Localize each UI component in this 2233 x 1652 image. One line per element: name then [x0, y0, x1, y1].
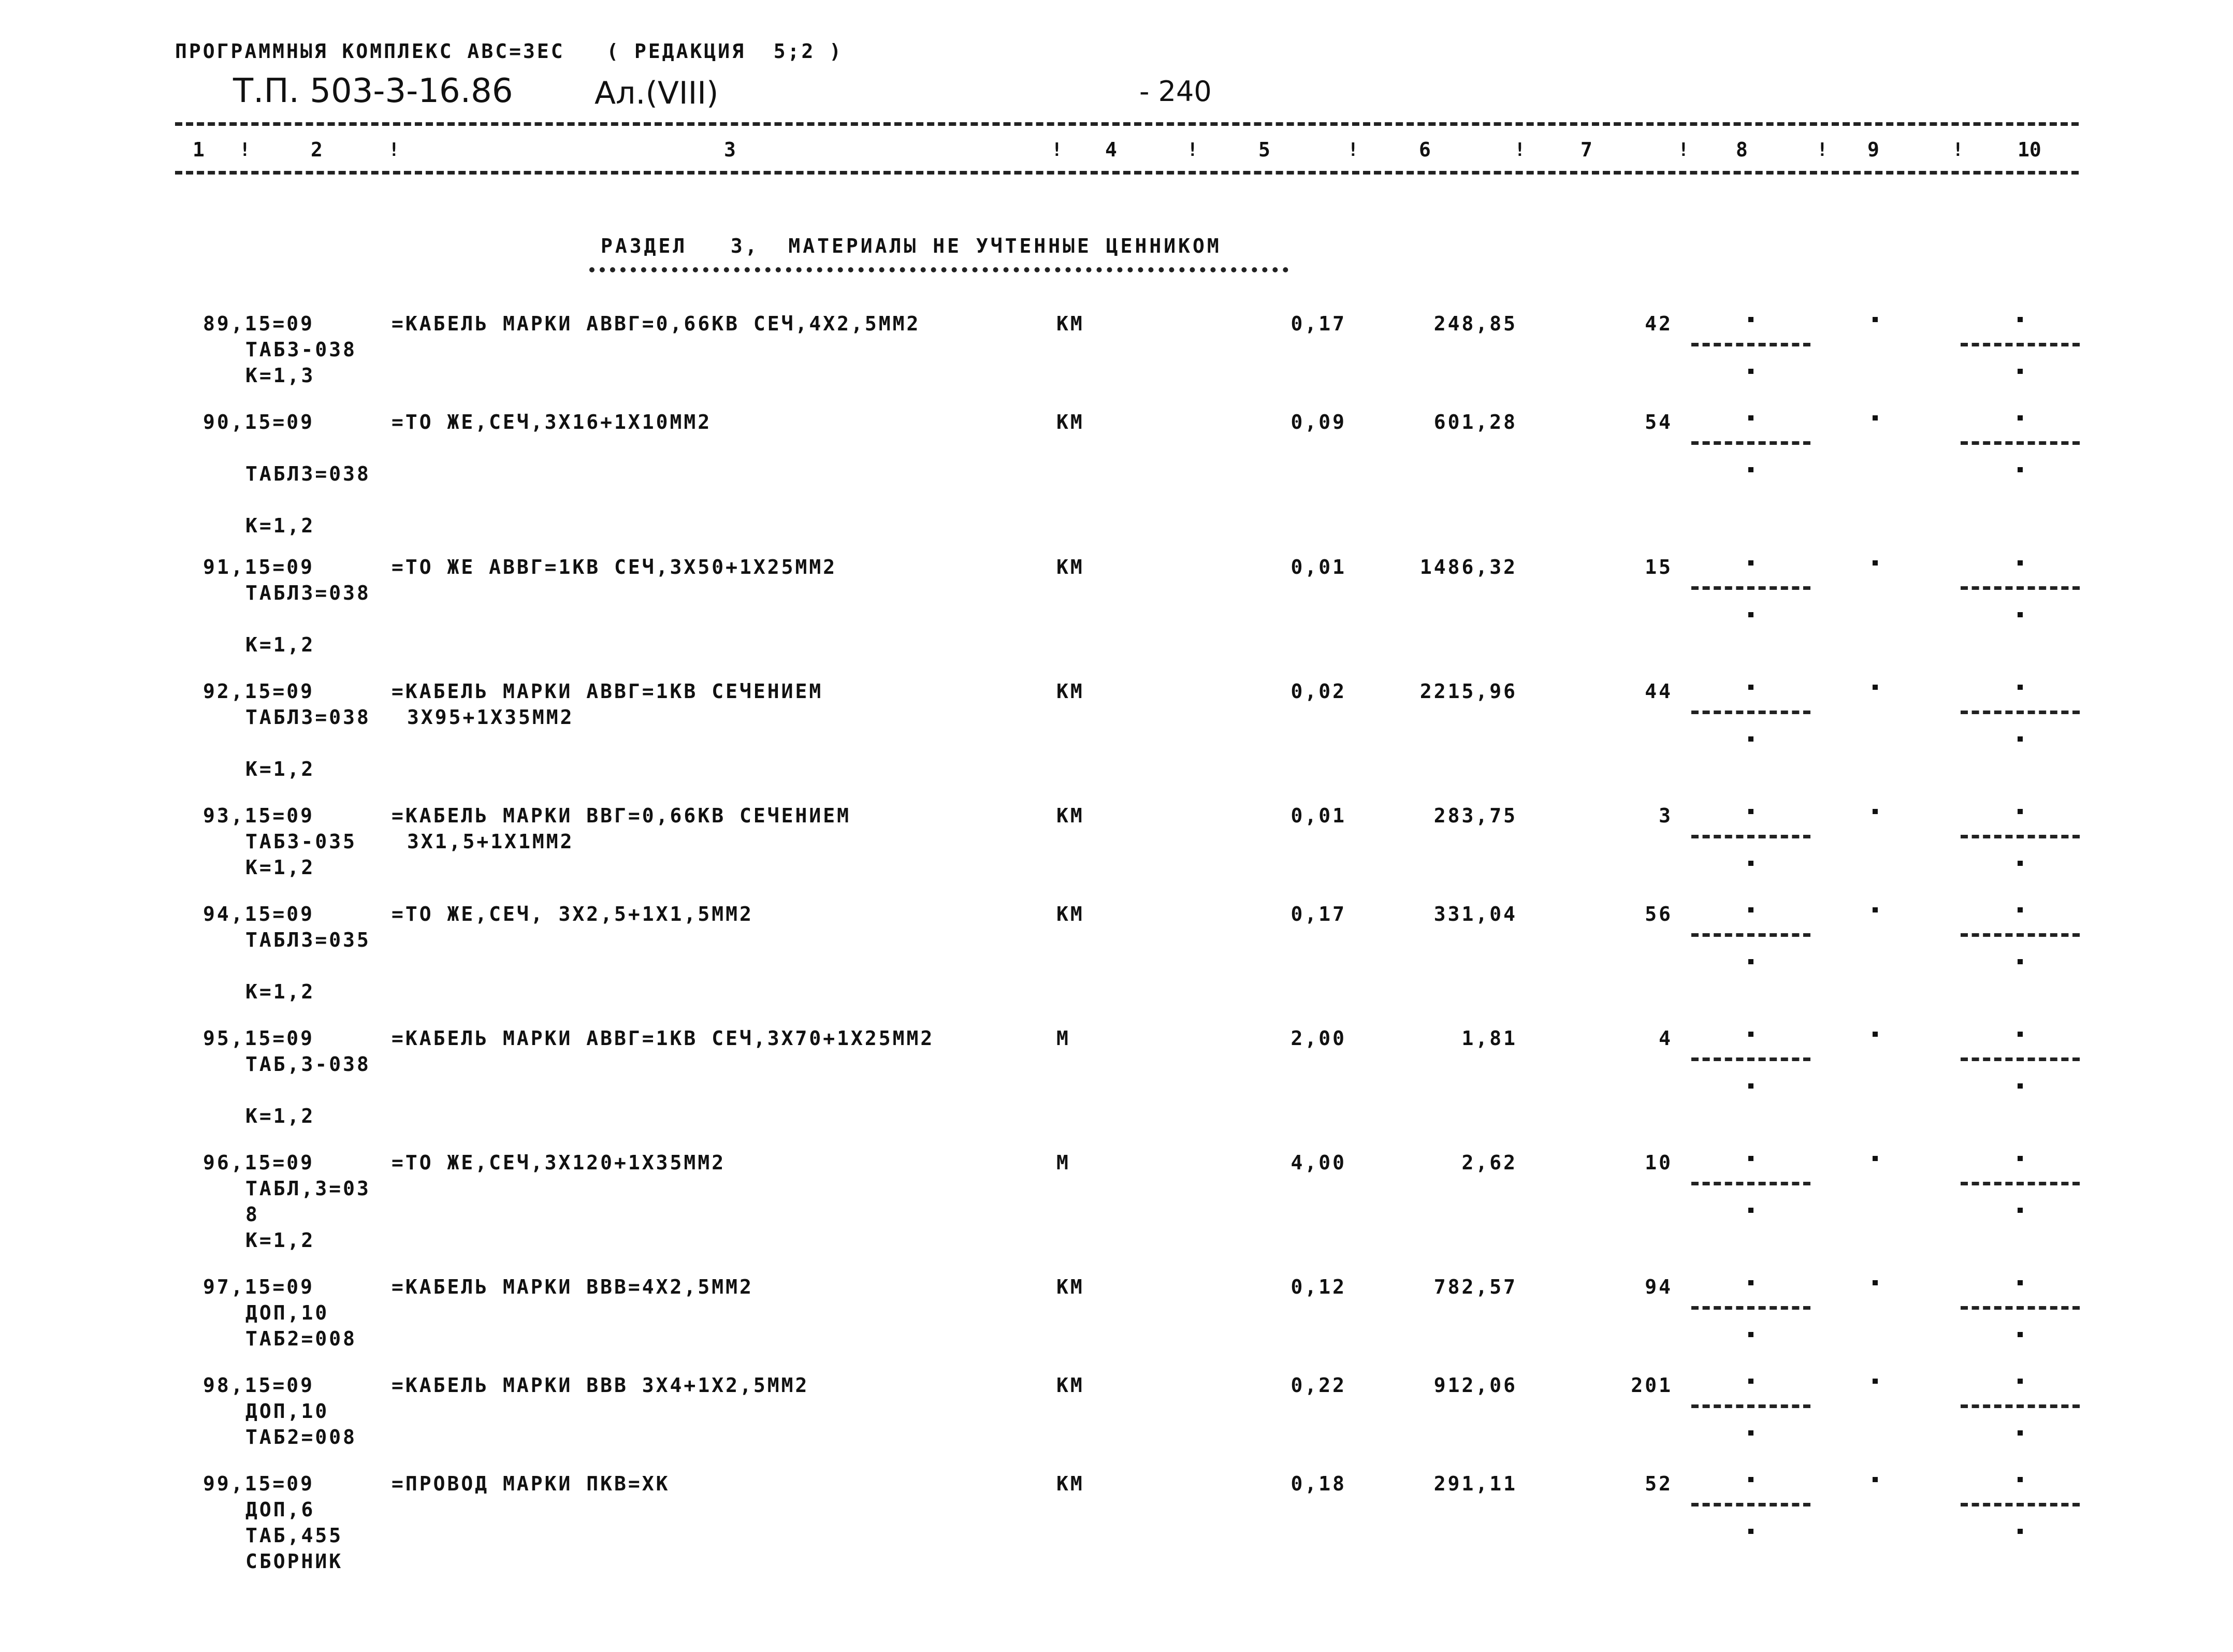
row-quantity: 0,01 [1291, 804, 1346, 827]
row-code-ref: ДОП,10 [245, 1400, 329, 1423]
row-code: 98,15=09 [203, 1374, 315, 1397]
row-unit: КМ [1056, 1472, 1084, 1495]
section-underline [589, 267, 1288, 272]
row-unit: М [1056, 1151, 1070, 1174]
row-unit: КМ [1056, 680, 1084, 703]
col10-fraction-mark [1961, 1477, 2080, 1534]
column-number: 10 [2018, 138, 2041, 161]
row-total-cost: 94 [1645, 1276, 1673, 1298]
row-total-cost: 44 [1645, 680, 1673, 703]
row-code-ref: К=1,2 [245, 514, 315, 537]
row-description: =КАБЕЛЬ МАРКИ АВВГ=1КВ СЕЧ,3Х70+1Х25ММ2 [392, 1027, 935, 1050]
row-total-cost: 52 [1645, 1472, 1673, 1495]
row-description: =КАБЕЛЬ МАРКИ ВВГ=0,66КВ СЕЧЕНИЕМ [392, 804, 851, 827]
row-quantity: 0,12 [1291, 1276, 1346, 1298]
row-code: 96,15=09 [203, 1151, 315, 1174]
col8-fraction-mark [1691, 1280, 1810, 1337]
row-code-ref: К=1,2 [245, 856, 315, 879]
row-code: 99,15=09 [203, 1472, 315, 1495]
row-description: =КАБЕЛЬ МАРКИ АВВГ=1КВ СЕЧЕНИЕМ [392, 680, 823, 703]
program-header: ПРОГРАММНЫЯ КОМПЛЕКС АВС=ЗЕС ( РЕДАКЦИЯ 5;2 ) [175, 40, 844, 63]
row-quantity: 0,18 [1291, 1472, 1346, 1495]
col10-fraction-mark [1961, 685, 2080, 742]
row-code-ref: ТАБ2=008 [245, 1426, 357, 1448]
column-number: 7 [1581, 138, 1592, 161]
row-unit-price: 782,57 [1433, 1276, 1517, 1298]
row-description: =КАБЕЛЬ МАРКИ АВВГ=0,66КВ СЕЧ,4Х2,5ММ2 [392, 312, 921, 335]
row-code-ref: СБОРНИК [245, 1550, 343, 1573]
row-code-ref: 8 [245, 1203, 259, 1226]
col8-fraction-mark [1691, 907, 1810, 964]
row-quantity: 0,01 [1291, 556, 1346, 578]
col9-dash-mark [1873, 560, 1878, 566]
row-total-cost: 56 [1645, 903, 1673, 925]
col8-fraction-mark [1691, 1477, 1810, 1534]
col8-fraction-mark [1691, 809, 1810, 866]
row-description: =ТО ЖЕ,СЕЧ,3Х16+1Х10ММ2 [392, 411, 712, 433]
row-unit: КМ [1056, 411, 1084, 433]
row-total-cost: 10 [1645, 1151, 1673, 1174]
row-code-ref: К=1,2 [245, 1105, 315, 1127]
row-code-ref: ДОП,6 [245, 1498, 315, 1521]
row-code-ref: ТАБ,3-038 [245, 1053, 371, 1076]
row-code: 89,15=09 [203, 312, 315, 335]
col10-fraction-mark [1961, 907, 2080, 964]
row-total-cost: 15 [1645, 556, 1673, 578]
row-code-ref: ТАБЛЗ=038 [245, 706, 371, 729]
column-number: 8 [1736, 138, 1748, 161]
row-code: 94,15=09 [203, 903, 315, 925]
row-code-ref: ТАБЛ,3=03 [245, 1177, 371, 1200]
row-code-ref: К=1,3 [245, 364, 315, 387]
row-quantity: 0,22 [1291, 1374, 1346, 1397]
row-unit-price: 912,06 [1433, 1374, 1517, 1397]
row-unit: КМ [1056, 1374, 1084, 1397]
row-code-ref: ТАБ,455 [245, 1524, 343, 1547]
row-unit-price: 1486,32 [1419, 556, 1517, 578]
row-code: 97,15=09 [203, 1276, 315, 1298]
col9-dash-mark [1873, 907, 1878, 912]
col9-dash-mark [1873, 685, 1878, 690]
col8-fraction-mark [1691, 415, 1810, 472]
row-unit-price: 1,81 [1461, 1027, 1517, 1050]
col9-dash-mark [1873, 1477, 1878, 1482]
row-code-ref: ТАБЛЗ=035 [245, 929, 371, 951]
row-description: =КАБЕЛЬ МАРКИ ВВВ 3Х4+1Х2,5ММ2 [392, 1374, 809, 1397]
header-rule-top [175, 122, 2079, 126]
row-total-cost: 3 [1659, 804, 1673, 827]
row-description: =ТО ЖЕ,СЕЧ,3Х120+1Х35ММ2 [392, 1151, 726, 1174]
col8-fraction-mark [1691, 1032, 1810, 1089]
col8-fraction-mark [1691, 1379, 1810, 1436]
col9-dash-mark [1873, 1156, 1878, 1161]
header-rule-bottom [175, 171, 2079, 175]
row-code: 92,15=09 [203, 680, 315, 703]
row-code: 91,15=09 [203, 556, 315, 578]
column-separator: ! [1514, 139, 1526, 161]
row-quantity: 0,09 [1291, 411, 1346, 433]
row-unit-price: 283,75 [1433, 804, 1517, 827]
row-code-ref: ТАБЗ-035 [245, 830, 357, 853]
col10-fraction-mark [1961, 1379, 2080, 1436]
col10-fraction-mark [1961, 1032, 2080, 1089]
row-description: 3Х1,5+1Х1ММ2 [407, 830, 574, 853]
row-code-ref: К=1,2 [245, 980, 315, 1003]
row-description: =ТО ЖЕ АВВГ=1КВ СЕЧ,3Х50+1Х25ММ2 [392, 556, 837, 578]
col9-dash-mark [1873, 317, 1878, 322]
column-separator: ! [1187, 139, 1198, 161]
col9-dash-mark [1873, 415, 1878, 421]
row-description: 3Х95+1Х35ММ2 [407, 706, 574, 729]
row-code-ref: ТАБЗ-038 [245, 338, 357, 361]
column-number: 1 [193, 138, 205, 161]
column-separator: ! [388, 139, 400, 161]
row-unit-price: 2215,96 [1419, 680, 1517, 703]
row-unit-price: 291,11 [1433, 1472, 1517, 1495]
column-number: 9 [1867, 138, 1879, 161]
col10-fraction-mark [1961, 1280, 2080, 1337]
row-quantity: 0,17 [1291, 312, 1346, 335]
column-number: 4 [1105, 138, 1117, 161]
row-code-ref: ТАБЛЗ=038 [245, 462, 371, 485]
section-title: РАЗДЕЛ 3, МАТЕРИАЛЫ НЕ УЧТЕННЫЕ ЦЕННИКОМ [601, 235, 1222, 257]
col9-dash-mark [1873, 1379, 1878, 1384]
row-unit: КМ [1056, 804, 1084, 827]
col10-fraction-mark [1961, 317, 2080, 374]
row-total-cost: 4 [1659, 1027, 1673, 1050]
row-code-ref: К=1,2 [245, 633, 315, 656]
row-code-ref: ТАБ2=008 [245, 1327, 357, 1350]
tp-label: Т.П. 503-3-16.86 [233, 72, 513, 110]
col9-dash-mark [1873, 1280, 1878, 1285]
col10-fraction-mark [1961, 1156, 2080, 1213]
row-code: 95,15=09 [203, 1027, 315, 1050]
row-quantity: 0,17 [1291, 903, 1346, 925]
row-code-ref: К=1,2 [245, 1229, 315, 1252]
column-number: 2 [311, 138, 323, 161]
row-unit-price: 601,28 [1433, 411, 1517, 433]
column-separator: ! [1678, 139, 1689, 161]
col8-fraction-mark [1691, 1156, 1810, 1213]
row-description: =КАБЕЛЬ МАРКИ ВВВ=4Х2,5ММ2 [392, 1276, 753, 1298]
column-separator: ! [1347, 139, 1359, 161]
row-total-cost: 201 [1631, 1374, 1673, 1397]
row-unit: КМ [1056, 556, 1084, 578]
row-code: 93,15=09 [203, 804, 315, 827]
column-number: 3 [724, 138, 736, 161]
col10-fraction-mark [1961, 809, 2080, 866]
page-number: - 240 [1139, 75, 1212, 108]
row-code-ref: К=1,2 [245, 758, 315, 780]
column-number: 6 [1419, 138, 1431, 161]
row-description: =ТО ЖЕ,СЕЧ, 3Х2,5+1Х1,5ММ2 [392, 903, 753, 925]
row-code: 90,15=09 [203, 411, 315, 433]
col9-dash-mark [1873, 1032, 1878, 1037]
album-label: Ал.(VIII) [594, 75, 719, 111]
row-unit: КМ [1056, 1276, 1084, 1298]
row-quantity: 4,00 [1291, 1151, 1346, 1174]
row-unit: КМ [1056, 312, 1084, 335]
row-code-ref: ДОП,10 [245, 1301, 329, 1324]
row-unit: КМ [1056, 903, 1084, 925]
row-unit: М [1056, 1027, 1070, 1050]
column-separator: ! [1051, 139, 1063, 161]
row-unit-price: 248,85 [1433, 312, 1517, 335]
col9-dash-mark [1873, 809, 1878, 814]
column-separator: ! [1952, 139, 1964, 161]
col10-fraction-mark [1961, 560, 2080, 617]
col10-fraction-mark [1961, 415, 2080, 472]
row-description: =ПРОВОД МАРКИ ПКВ=ХК [392, 1472, 670, 1495]
col8-fraction-mark [1691, 685, 1810, 742]
row-total-cost: 54 [1645, 411, 1673, 433]
column-separator: ! [1817, 139, 1828, 161]
row-unit-price: 331,04 [1433, 903, 1517, 925]
col8-fraction-mark [1691, 560, 1810, 617]
col8-fraction-mark [1691, 317, 1810, 374]
column-separator: ! [239, 139, 251, 161]
row-unit-price: 2,62 [1461, 1151, 1517, 1174]
row-total-cost: 42 [1645, 312, 1673, 335]
row-code-ref: ТАБЛЗ=038 [245, 582, 371, 604]
row-quantity: 2,00 [1291, 1027, 1346, 1050]
row-quantity: 0,02 [1291, 680, 1346, 703]
column-number: 5 [1258, 138, 1270, 161]
